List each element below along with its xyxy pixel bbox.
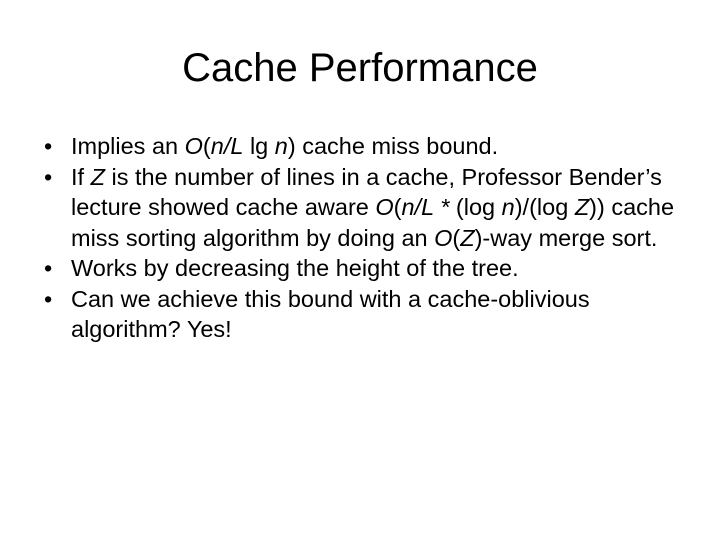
bullet-marker: • xyxy=(44,163,53,190)
bullet-text xyxy=(71,255,519,281)
bullet-marker: • xyxy=(44,255,53,281)
text-run: ) cache miss bound. xyxy=(287,133,499,159)
italic-text: n/L xyxy=(210,133,244,159)
text-run: (log xyxy=(449,194,502,220)
bullet-item xyxy=(44,284,690,345)
text-run: ( xyxy=(452,224,461,251)
text-run: Works by decreasing the height of the tree. xyxy=(71,255,519,281)
text-run: is the number of lines in a cache, Professor Bender’s lecture showed cache aware xyxy=(71,163,662,220)
italic-text: Z xyxy=(574,194,590,220)
bullet-item xyxy=(44,162,690,254)
text-run: )-way merge sort. xyxy=(474,224,658,251)
italic-text: O xyxy=(375,194,394,220)
text-run: If xyxy=(71,163,91,190)
italic-text: Z xyxy=(90,163,105,190)
text-run: )) cache miss sorting algorithm by doing an xyxy=(71,194,675,251)
text-run: ( xyxy=(202,133,211,159)
italic-text: O xyxy=(434,224,453,251)
italic-text: Z xyxy=(460,224,475,251)
bullet-text xyxy=(71,133,498,159)
text-run: )/(log xyxy=(514,194,575,220)
bullet-marker: • xyxy=(44,133,53,159)
bullet-list xyxy=(44,131,690,345)
italic-text: n/L * xyxy=(401,194,450,220)
text-run: lg xyxy=(243,133,275,159)
bullet-item xyxy=(44,131,690,162)
text-run: Can we achieve this bound with a cache-oblivious algorithm? Yes! xyxy=(71,285,590,342)
bullet-text xyxy=(71,164,674,251)
bullet-text xyxy=(71,286,590,343)
bullet-item xyxy=(44,253,690,284)
text-run: Implies an xyxy=(71,133,185,159)
text-run: ( xyxy=(393,194,402,220)
italic-text: n xyxy=(501,194,515,220)
bullet-marker: • xyxy=(44,285,53,312)
italic-text: O xyxy=(184,133,203,159)
italic-text: n xyxy=(274,133,288,159)
slide-title: Cache Performance xyxy=(182,46,538,90)
